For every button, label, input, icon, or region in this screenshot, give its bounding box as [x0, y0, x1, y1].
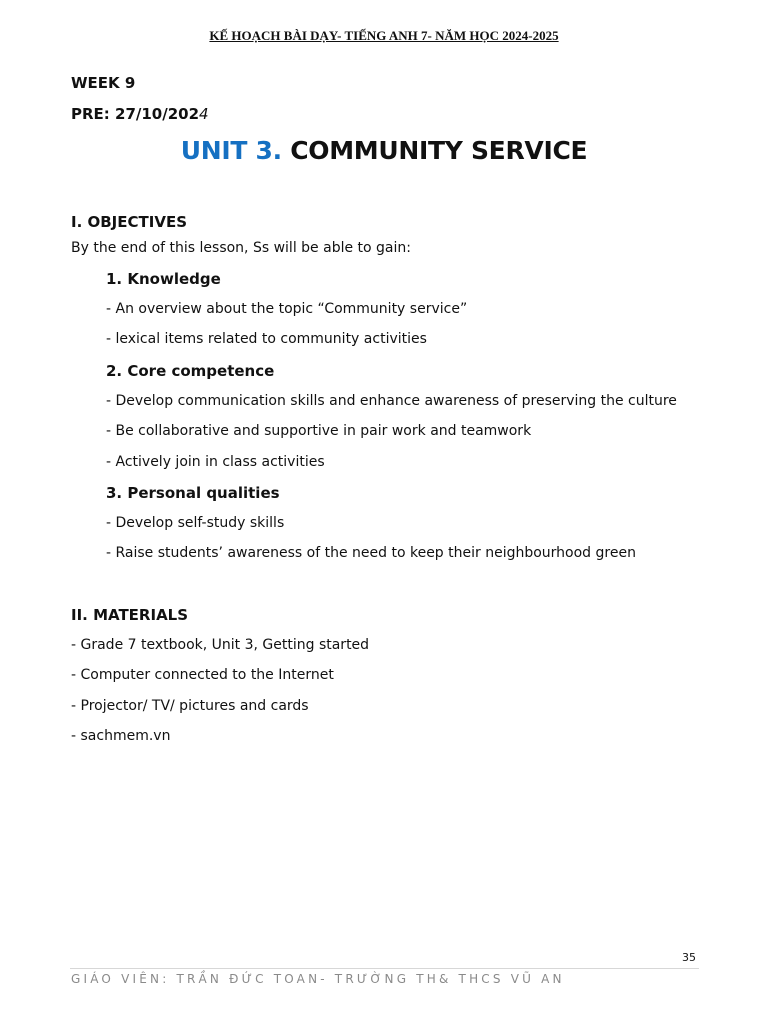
personal-qualities-item: - Raise students’ awareness of the need to keep their neighbourhood green: [106, 545, 636, 561]
personal-qualities-item: - Develop self-study skills: [106, 515, 285, 531]
materials-item: - Grade 7 textbook, Unit 3, Getting started: [71, 637, 370, 653]
knowledge-item: - An overview about the topic “Community service”: [106, 301, 468, 317]
objectives-heading: I. OBJECTIVES: [71, 213, 187, 231]
unit-number: UNIT 3.: [180, 136, 282, 165]
objectives-intro: By the end of this lesson, Ss will be able to gain:: [71, 240, 411, 256]
materials-item: - Projector/ TV/ pictures and cards: [71, 698, 309, 714]
knowledge-heading: 1. Knowledge: [106, 270, 221, 288]
personal-qualities-heading: 3. Personal qualities: [106, 484, 280, 502]
unit-topic: COMMUNITY SERVICE: [281, 136, 588, 165]
core-competence-heading: 2. Core competence: [106, 362, 275, 380]
core-competence-item: - Actively join in class activities: [106, 454, 325, 470]
page-number: 35: [682, 951, 696, 964]
footer-teacher: GIÁO VIÊN: TRẦN ĐỨC TOAN- TRƯỜNG TH& THCS VŨ AN: [71, 972, 565, 986]
page-header-title: KẾ HOẠCH BÀI DẠY- TIẾNG ANH 7- NĂM HỌC 2024-2025: [209, 28, 559, 43]
pre-date-tail: 4: [199, 105, 209, 123]
materials-item: - Computer connected to the Internet: [71, 667, 334, 683]
pre-date: [71, 105, 209, 123]
page-title: [0, 136, 768, 165]
materials-item: - sachmem.vn: [71, 728, 171, 744]
knowledge-item: - lexical items related to community activities: [106, 331, 427, 347]
materials-heading: II. MATERIALS: [71, 606, 189, 624]
pre-date-main: PRE: 27/10/202: [71, 105, 200, 123]
week-label: WEEK 9: [71, 74, 136, 92]
footer-divider: [70, 968, 699, 969]
core-competence-item: - Be collaborative and supportive in pair work and teamwork: [106, 423, 532, 439]
core-competence-item: - Develop communication skills and enhance awareness of preserving the culture: [106, 393, 677, 409]
